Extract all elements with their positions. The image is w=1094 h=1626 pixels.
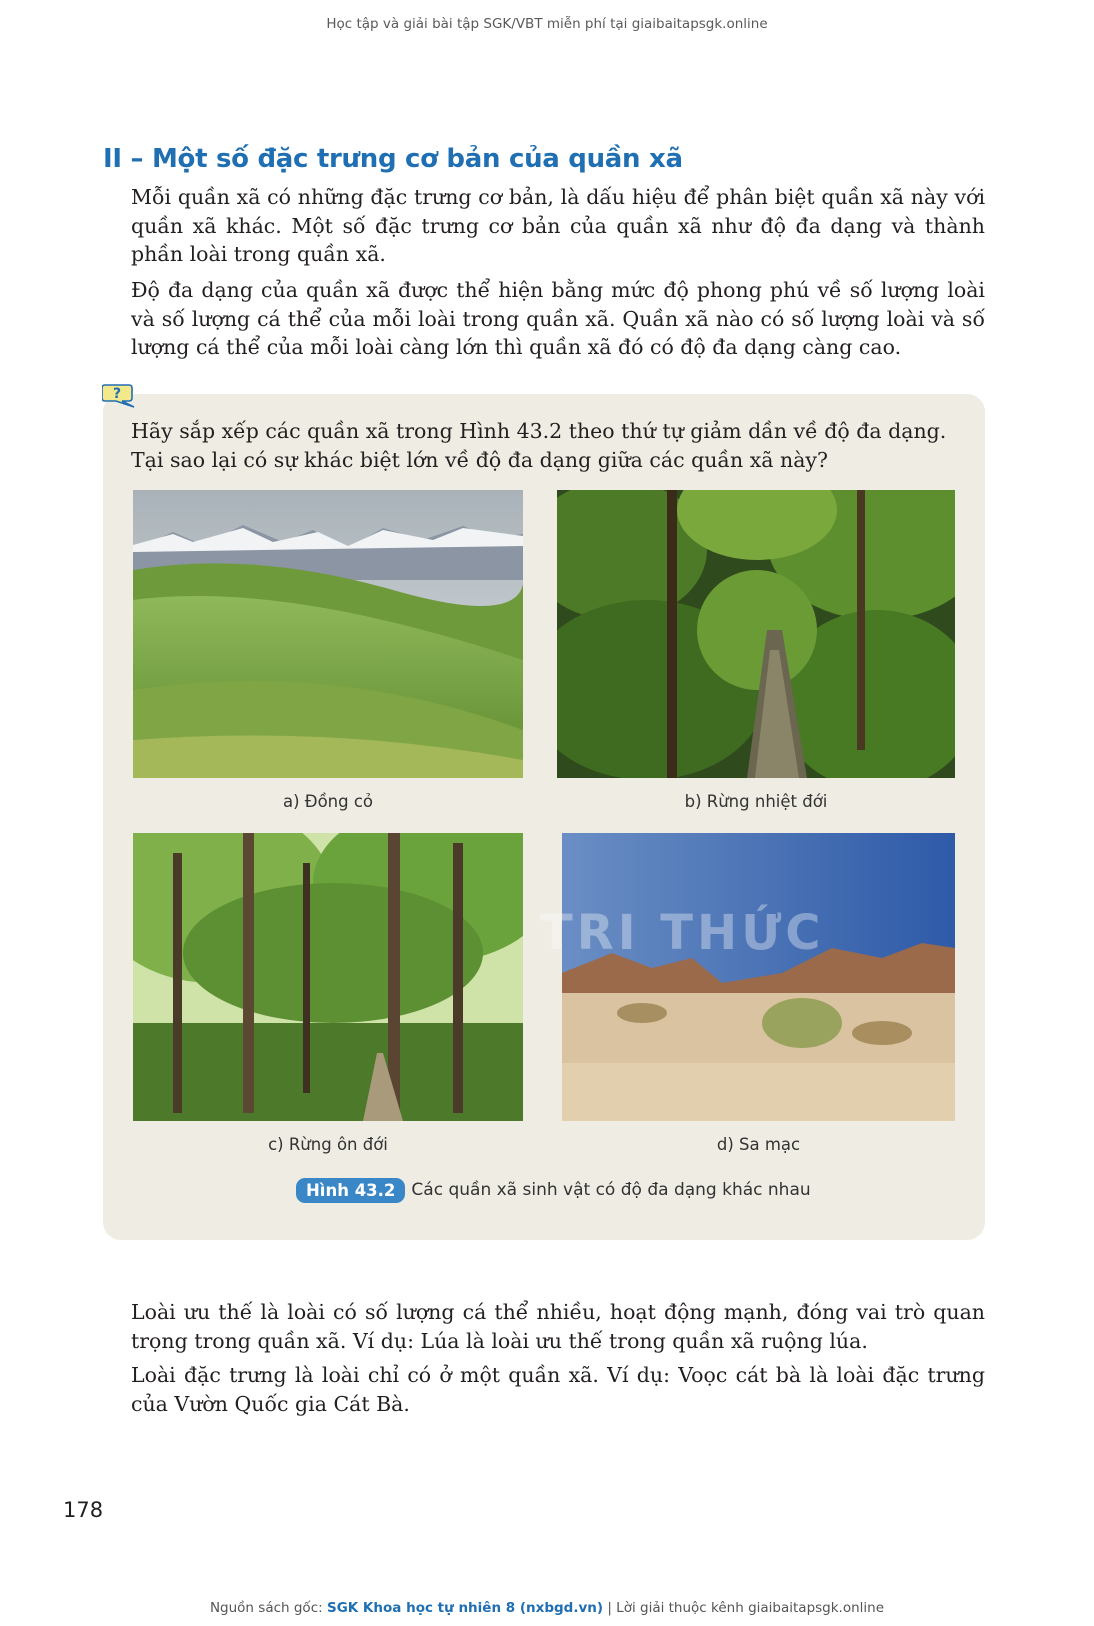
watermark: TRI THỨC bbox=[540, 905, 825, 961]
footer-prefix: Nguồn sách gốc: bbox=[209, 1600, 323, 1616]
photo-temperate-forest bbox=[133, 833, 523, 1121]
caption-grassland: a) Đồng cỏ bbox=[282, 792, 374, 811]
question-icon bbox=[102, 383, 136, 408]
question-text: Hãy sắp xếp các quần xã trong Hình 43.2 theo thứ tự giảm dần về độ đa dạng. Tại sao lại có sự khác biệt lớn về độ đa dạng giữa các quần xã này? bbox=[131, 419, 947, 472]
page-number: 178 bbox=[63, 1498, 104, 1522]
figure-label: Hình 43.2 bbox=[296, 1178, 405, 1203]
photo-tropical-forest bbox=[557, 490, 955, 778]
intro-paragraph-2: Độ đa dạng của quần xã được thể hiện bằng mức độ phong phú về số lượng loài và số lượng cá thể của mỗi loài trong quần xã. Quần xã nào có số lượng loài và số lượng cá thể của mỗi loài càng lớn thì quần xã đó có độ đa dạng càng cao. bbox=[131, 278, 985, 359]
caption-temperate-forest: c) Rừng ôn đới bbox=[268, 1135, 388, 1154]
body-paragraph-1: Loài ưu thế là loài có số lượng cá thể nhiều, hoạt động mạnh, đóng vai trò quan trọng trong quần xã. Ví dụ: Lúa là loài ưu thế trong quần xã ruộng lúa. bbox=[131, 1300, 985, 1353]
figure-caption-text: Các quần xã sinh vật có độ đa dạng khác nhau bbox=[411, 1180, 811, 1200]
svg-text:?: ? bbox=[112, 386, 122, 402]
photo-grassland bbox=[133, 490, 523, 778]
figure-caption bbox=[296, 1176, 811, 1204]
body-paragraph-2: Loài đặc trưng là loài chỉ có ở một quần xã. Ví dụ: Voọc cát bà là loài đặc trưng của Vườn Quốc gia Cát Bà. bbox=[131, 1363, 985, 1416]
footer-suffix: | Lời giải thuộc kênh giaibaitapsgk.online bbox=[607, 1600, 885, 1616]
footer-source-link[interactable]: SGK Khoa học tự nhiên 8 (nxbgd.vn) bbox=[326, 1600, 604, 1616]
caption-desert: d) Sa mạc bbox=[716, 1135, 801, 1154]
top-banner: Học tập và giải bài tập SGK/VBT miễn phí tại giaibaitapsgk.online bbox=[326, 16, 768, 32]
photo-desert bbox=[562, 833, 955, 1121]
section-title: II – Một số đặc trưng cơ bản của quần xã bbox=[103, 144, 683, 174]
footer bbox=[0, 1600, 1094, 1616]
intro-paragraph-1: Mỗi quần xã có những đặc trưng cơ bản, là dấu hiệu để phân biệt quần xã này với quần xã khác. Một số đặc trưng cơ bản của quần xã như độ đa dạng và thành phần loài trong quần xã. bbox=[131, 185, 985, 266]
caption-tropical-forest: b) Rừng nhiệt đới bbox=[684, 792, 828, 811]
